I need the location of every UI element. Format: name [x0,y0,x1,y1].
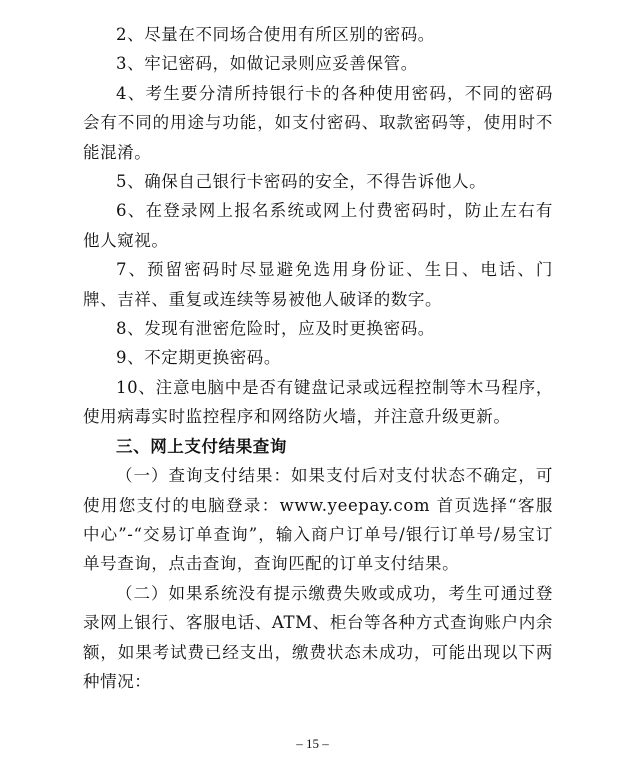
section-heading: 三、网上支付结果查询 [116,436,287,456]
paragraph-tip-7: 7、预留密码时尽显避免选用身份证、生日、电话、门牌、吉祥、重复或连续等易被他人破译的数字。 [83,260,553,309]
paragraph-check-balance: （二）如果系统没有提示缴费失败或成功，考生可通过登录网上银行、客服电话、ATM、柜台等各种方式查询账户内余额，如果考试费已经支出，缴费状态未成功，可能出现以下两种情况： [83,583,553,691]
paragraph-tip-6: 6、在登录网上报名系统或网上付费密码时，防止左右有他人窥视。 [83,201,553,250]
paragraph-query-result: （一）查询支付结果：如果支付后对支付状态不确定，可使用您支付的电脑登录：www.yeepay.com 首页选择“客服中心”-“交易订单查询”，输入商户订单号/银行订单号/易宝订单号查询，点击查询，查询匹配的订单支付结果。 [83,466,553,574]
paragraph-tip-9: 9、不定期更换密码。 [116,348,281,368]
paragraph-tip-8: 8、发现有泄密危险时，应及时更换密码。 [116,319,435,339]
page-number: – 15 – [296,736,329,751]
paragraph-tip-10: 10、注意电脑中是否有键盘记录或远程控制等木马程序，使用病毒实时监控程序和网络防火墙，并注意升级更新。 [83,377,553,427]
paragraph-tip-5: 5、确保自己银行卡密码的安全，不得告诉他人。 [116,172,487,192]
paragraph-tip-4: 4、考生要分清所持银行卡的各种使用密码，不同的密码会有不同的用途与功能，如支付密码、取款密码等，使用时不能混淆。 [83,83,553,162]
paragraph-tip-2: 2、尽量在不同场合使用有所区别的密码。 [116,25,435,44]
document-body [83,20,553,696]
paragraph-tip-3: 3、牢记密码，如做记录则应妥善保管。 [116,54,418,74]
